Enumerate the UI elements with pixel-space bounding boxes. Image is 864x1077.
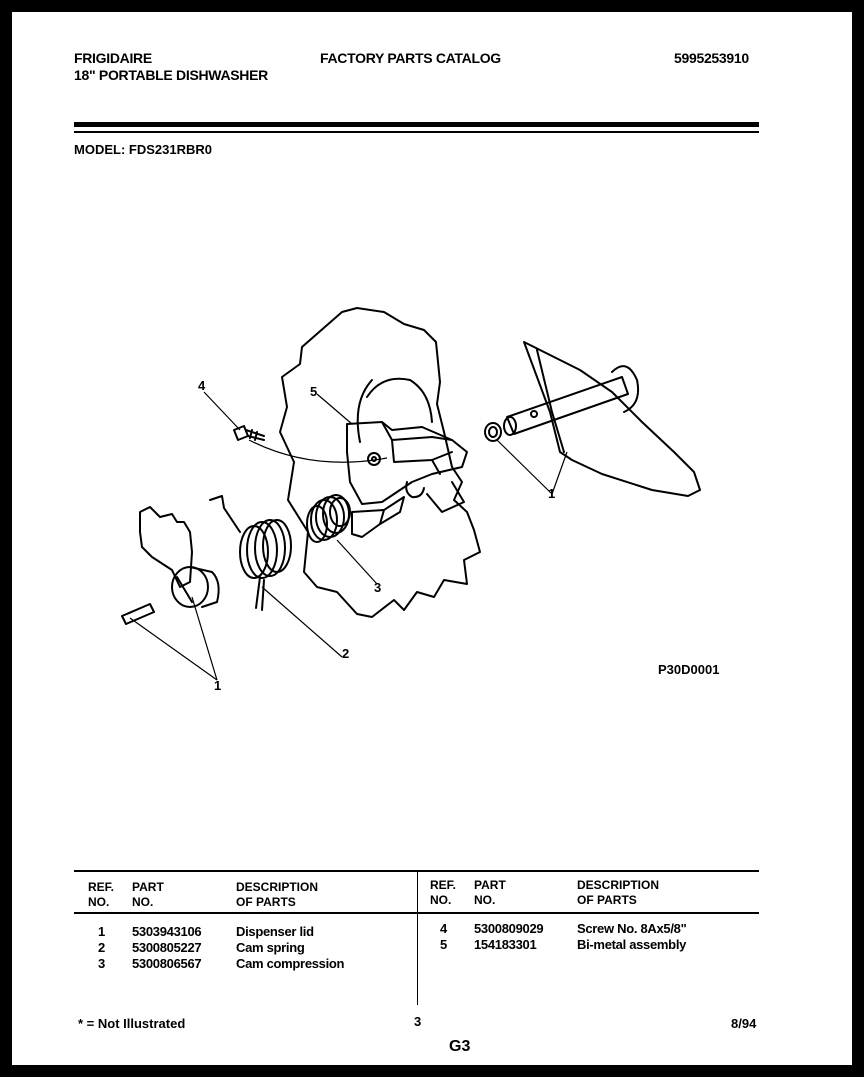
callout-1-lid: 1 xyxy=(548,486,556,501)
callout-3: 3 xyxy=(374,580,382,595)
parts-table: REF. NO. PART NO. DESCRIPTION OF PARTS REF. NO. PART NO. DESCRIPTION OF PARTS 1 5303943106 Dispenser lid 2 5300805227 Cam spring 3 5300806567 Cam compression 4 5300809029 Screw No. 8Ax5/8" 5 154183301 Bi-metal assembly xyxy=(74,870,759,1005)
catalog-title: FACTORY PARTS CATALOG xyxy=(320,50,501,66)
dispenser-lid xyxy=(524,342,700,496)
revision-date: 8/94 xyxy=(731,1016,757,1031)
pin xyxy=(122,604,154,624)
not-illustrated-note: * = Not Illustrated xyxy=(78,1016,186,1031)
header-part: PART NO. xyxy=(132,880,164,909)
catalog-number: 5995253910 xyxy=(674,50,749,66)
callout-5: 5 xyxy=(310,384,318,399)
callout-2: 2 xyxy=(342,646,350,661)
page-number: 3 xyxy=(414,1014,422,1029)
lid-shaft xyxy=(507,377,628,434)
catalog-page xyxy=(12,12,852,1065)
exploded-parts-diagram xyxy=(12,12,852,772)
cam-spring xyxy=(210,496,291,610)
section-code: G3 xyxy=(449,1038,471,1055)
compression-spring xyxy=(307,495,350,542)
header-ref-right: REF. NO. xyxy=(430,878,457,907)
brand-name: FRIGIDAIRE xyxy=(74,50,152,66)
header-part-right: PART NO. xyxy=(474,878,506,907)
header-description: DESCRIPTION OF PARTS xyxy=(236,880,319,909)
callout-4: 4 xyxy=(198,378,206,393)
callout-1-pin: 1 xyxy=(214,678,222,693)
product-name: 18" PORTABLE DISHWASHER xyxy=(74,67,268,83)
washer xyxy=(485,423,501,441)
header-ref: REF. NO. xyxy=(88,880,115,909)
diagram-code: P30D0001 xyxy=(658,662,720,677)
model-number: MODEL: FDS231RBR0 xyxy=(74,142,212,157)
cam-bracket xyxy=(140,507,192,587)
header-description-right: DESCRIPTION OF PARTS xyxy=(577,878,660,907)
